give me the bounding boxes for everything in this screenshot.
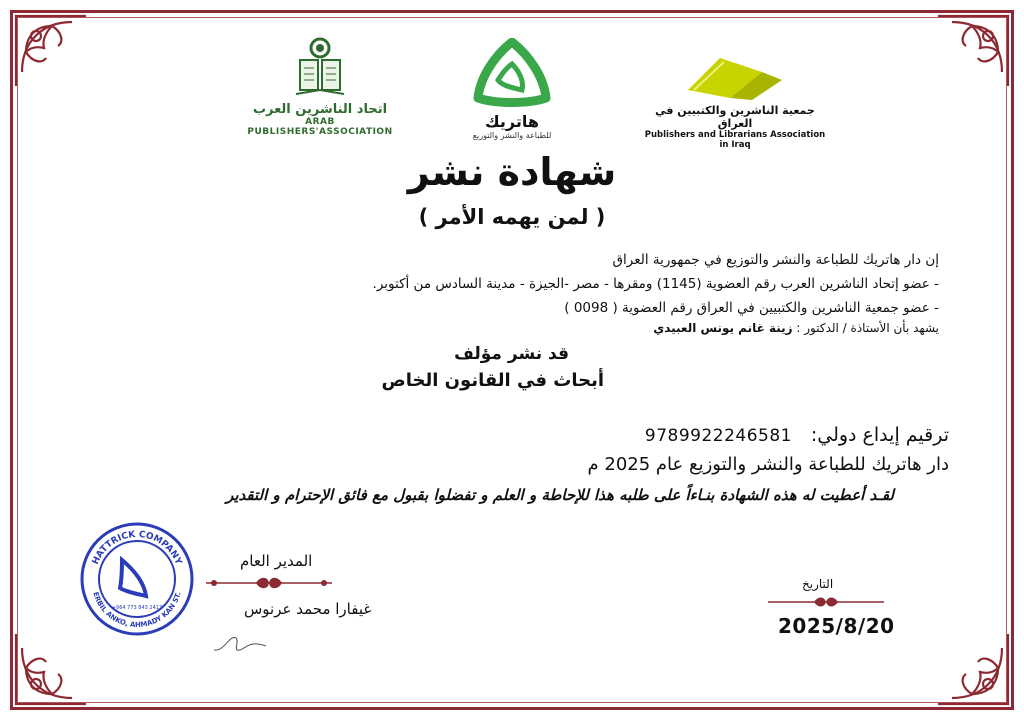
corner-ornament-icon [12, 630, 90, 708]
iraq-publishers-en: Publishers and Librarians Association in Iraq [644, 130, 826, 150]
stamp-phone: +964 773 843 2417 [111, 605, 163, 611]
date-label: التاريخ [802, 577, 834, 591]
company-stamp-icon [78, 520, 196, 638]
open-book-laurel-icon [290, 36, 350, 98]
book-title: أبحاث في القانون الخاص [381, 370, 604, 391]
divider-ornament-icon [204, 574, 334, 592]
stamp-top-text: HATTRICK COMPANY [90, 529, 184, 567]
manager-name: غيفارا محمد عرنوس [244, 600, 372, 618]
iraq-publishers-logo [640, 50, 830, 150]
certificate-subtitle: ( لمن يهمه الأمر ) [418, 205, 606, 229]
signature-scribble-icon [210, 628, 270, 656]
manager-label: المدير العام [240, 552, 313, 570]
membership-line-arab: - عضو إتحاد الناشرين العرب رقم العضوية (1145) ومقرها - مصر -الجيزة - مدينة السادس من أكتوبر. [372, 276, 939, 292]
yellow-book-icon [680, 50, 790, 100]
hattrick-name: هاتريك [485, 112, 539, 131]
certifies-prefix: يشهد بأن الأستاذة / الدكتور : [796, 321, 939, 335]
publisher-year: دار هاتريك للطباعة والنشر والتوزيع عام 2025 م [587, 454, 949, 475]
certificate-title: شهادة نشر [407, 150, 617, 194]
intro-line: إن دار هاتريك للطباعة والنشر والتوزيع في جمهورية العراق [612, 252, 939, 268]
author-name: زينة غانم يونس العبيدي [653, 321, 793, 335]
granted-statement: لقـد أعطيت له هذه الشهادة بنـاءاً على طلبه هذا للإحاطة و العلم و تفضلوا بقبول مع فائق الإحترام و التقدير [226, 486, 894, 504]
arab-publishers-logo [240, 36, 400, 137]
hattrick-triangle-icon [472, 38, 552, 110]
published-label: قد نشر مؤلف [454, 344, 569, 364]
membership-line-iraq: - عضو جمعية الناشرين والكتبيين في العراق رقم العضوية ( 0098 ) [564, 300, 939, 316]
corner-ornament-icon [934, 12, 1012, 90]
isbn-value: 9789922246581 [644, 426, 792, 446]
arab-publishers-ar: اتحاد الناشرين العرب [252, 102, 388, 117]
date-ornament-icon [766, 594, 886, 610]
hattrick-subtitle: للطباعة والنشر والتوزيع [472, 131, 552, 140]
corner-ornament-icon [12, 12, 90, 90]
isbn-label: ترقيم إيداع دولي: [810, 424, 949, 446]
stamp-bottom-text: ERBIL ANKO, AHMADY KAN ST. [91, 590, 183, 630]
hattrick-logo [462, 38, 562, 140]
corner-ornament-icon [934, 630, 1012, 708]
certifies-line [653, 321, 939, 335]
date-value: 2025/8/20 [778, 614, 895, 638]
iraq-publishers-ar: جمعية الناشرين والكتبيين في العراق [655, 104, 815, 130]
arab-publishers-en: ARAB PUBLISHERS'ASSOCIATION [247, 117, 393, 137]
